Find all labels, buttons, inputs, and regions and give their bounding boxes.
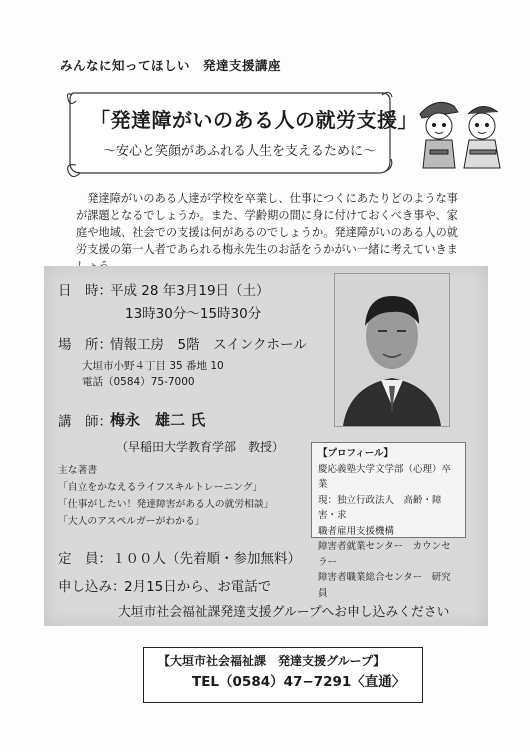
scroll-banner	[64, 87, 394, 183]
profile-box	[311, 442, 466, 599]
books-list	[58, 462, 298, 530]
lecturer-affiliation: （早稲田大学教育学部 教授）	[116, 440, 285, 454]
venue-address: 大垣市小野４丁目 35 番地 10	[82, 360, 224, 372]
apply-label: 申し込み：	[58, 579, 126, 595]
lecturer-photo	[334, 273, 450, 427]
contact-org: 【大垣市社会福祉課 発達支援グループ】	[158, 654, 386, 668]
venue-value: 情報工房 5階 スインクホール	[110, 337, 307, 353]
mascot-characters-illustration	[412, 92, 508, 174]
profile-line: 障害者職業総合センター 研究員	[318, 572, 451, 599]
profile-line: 職者雇用支援機構	[318, 525, 395, 537]
series-label: みんなに知ってほしい 発達支援講座	[60, 58, 282, 73]
books-heading: 主な著書	[58, 465, 98, 476]
profile-heading: 【プロフィール】	[318, 448, 394, 459]
capacity-label: 定 員：	[58, 551, 112, 567]
date-label: 日 時：	[58, 283, 112, 299]
lecture-subtitle: ～安心と笑顔があふれる人生を支えるために～	[103, 144, 377, 159]
profile-line: 慶応義塾大学文学部（心理）卒業	[318, 463, 452, 490]
lecturer-label: 講 師：	[58, 414, 112, 430]
intro-text: 発達障がいのある人達が学校を卒業し、仕事につくにあたりどのような事が課題となるでしょうか。また、学齢期の間に身に付けておくべき事や、家庭や地域、社会での支援は何があるのでしょうか。発達障がいのある人の就労支援の第一人者であられる梅永先生のお話をうかがい一緒に考えていきま	[76, 192, 458, 256]
book-title: 「自立をかなえるライフスキルトレーニング」	[58, 482, 263, 493]
lecturer-name: 梅永 雄二 氏	[110, 411, 206, 429]
capacity-value: １００人（先着順・参加無料）	[112, 551, 301, 567]
apply-value: 2月15日から、お電話で	[124, 579, 272, 595]
venue-phone: 電話（0584）75-7000	[82, 376, 195, 388]
lecture-title: 「発達障がいのある人の就労支援」	[90, 108, 418, 132]
lecturer-portrait-image	[335, 274, 449, 426]
profile-line: 障害者就業センター カウンセラー	[318, 541, 451, 568]
apply-note: 大垣市社会福祉課発達支援グループへお申し込みください	[118, 605, 450, 620]
profile-line: 現：独立行政法人 高齢・障害・求	[318, 494, 442, 521]
time-value: 13時30分～15時30分	[125, 306, 262, 322]
venue-label: 場 所：	[58, 337, 112, 353]
book-title: 「仕事がしたい！発達障害がある人の就労相談」	[58, 499, 274, 510]
contact-phone: TEL（0584）47−7291〈直通〉	[192, 674, 406, 690]
intro-paragraph	[76, 190, 458, 275]
book-title: 「大人のアスペルガーがわかる」	[58, 516, 205, 527]
date-value: 平成 28 年3月19日（土）	[110, 283, 270, 299]
